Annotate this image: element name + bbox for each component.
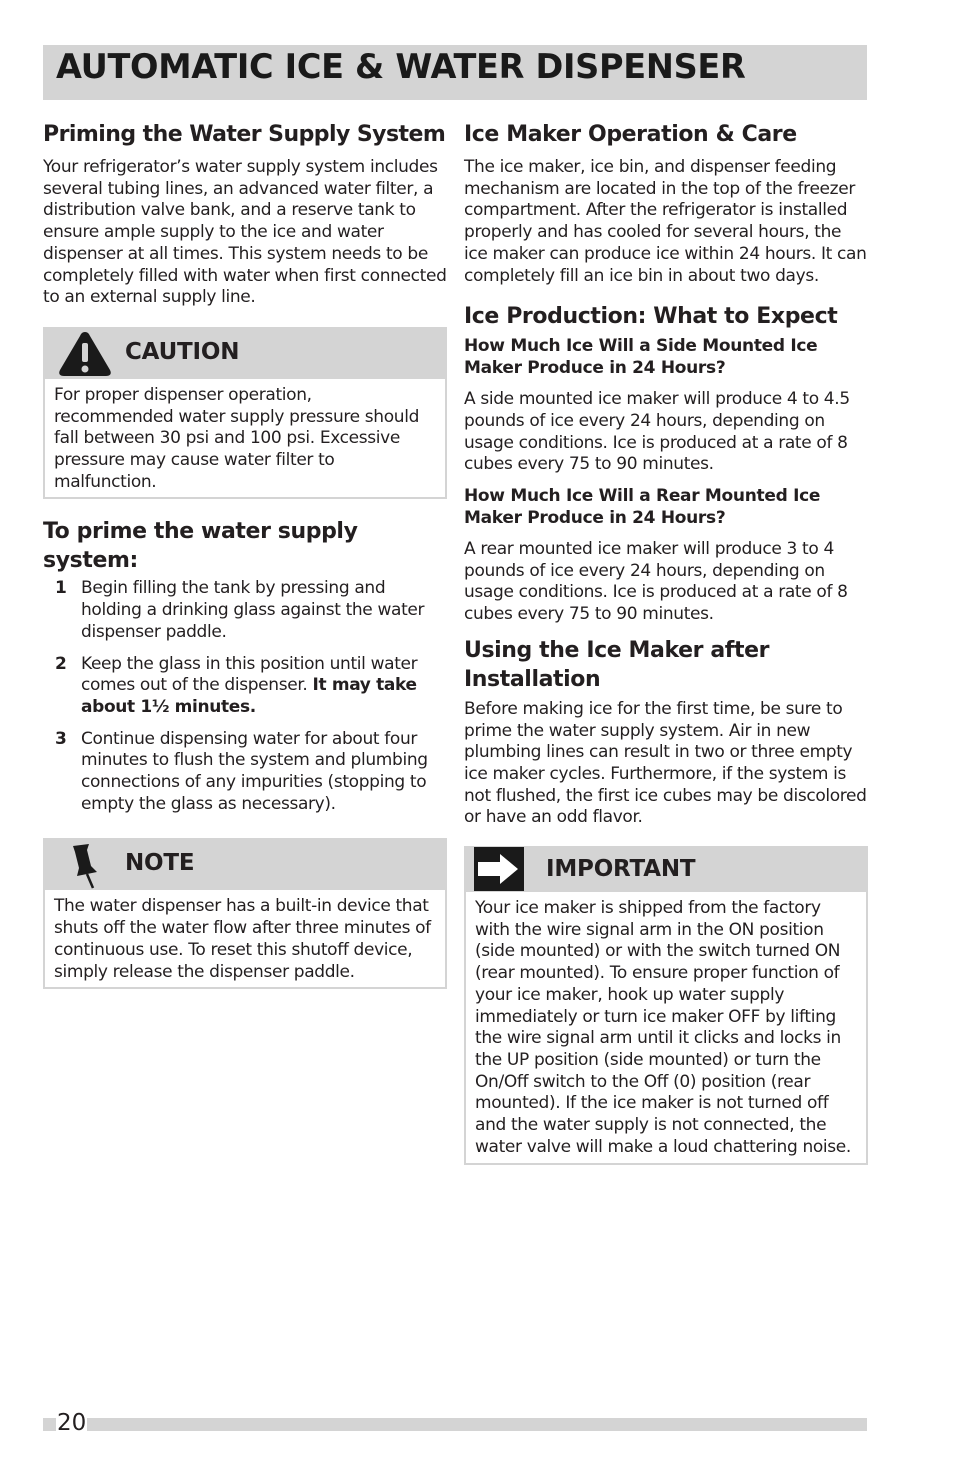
priming-heading: Priming the Water Supply System xyxy=(43,122,446,147)
list-item xyxy=(43,578,447,643)
operation-body: The ice maker, ice bin, and dispenser feeding mechanism are located in the top of the freezer compartment. After the refrigerator is installed properly and has cooled for several hours, the ice maker can produce ice within 24 hours. It can completely fill an ice bin in about two days. xyxy=(464,157,867,286)
warning-triangle-icon xyxy=(57,330,113,378)
important-box xyxy=(464,846,868,1164)
page-title: AUTOMATIC ICE & WATER DISPENSER xyxy=(56,47,746,86)
list-item xyxy=(43,729,447,816)
caution-box xyxy=(43,327,447,500)
important-label: IMPORTANT xyxy=(546,856,696,883)
note-body: The water dispenser has a built-in device that shuts off the water flow after three minutes of continuous use. To reset this shutoff device, simply release the dispenser paddle. xyxy=(54,896,431,982)
side-mounted-question: How Much Ice Will a Side Mounted Ice Maker Produce in 24 Hours? xyxy=(464,336,818,379)
caution-header xyxy=(45,327,445,379)
after-install-heading: Using the Ice Maker after Installation xyxy=(464,637,770,692)
rear-mounted-question: How Much Ice Will a Rear Mounted Ice Maker Produce in 24 Hours? xyxy=(464,486,821,529)
step-bold-text: It may take about 1½ minutes. xyxy=(81,675,417,717)
note-header xyxy=(45,838,445,890)
title-bar xyxy=(43,45,867,100)
step-number: 3 xyxy=(55,728,67,749)
step-text: Continue dispensing water for about four minutes to flush the system and plumbing connections of any impurities (stopping to empty the glass as necessary). xyxy=(81,728,428,814)
rear-mounted-answer: A rear mounted ice maker will produce 3 to 4 pounds of ice every 24 hours, depending on usage conditions. Ice is produced at a rate of 8 cubes every 75 to 90 minutes. xyxy=(464,539,848,625)
side-mounted-answer: A side mounted ice maker will produce 4 to 4.5 pounds of ice every 24 hours, depending on usage conditions. Ice is produced at a rate of 8 cubes every 75 to 90 minutes. xyxy=(464,389,850,475)
step-number: 2 xyxy=(55,653,67,674)
prime-steps-list xyxy=(43,578,447,815)
caution-label: CAUTION xyxy=(125,338,240,365)
caution-body: For proper dispenser operation, recommended water supply pressure should fall between 30 psi and 100 psi. Excessive pressure may cause water filter to malfunction. xyxy=(54,384,420,492)
step-text: Keep the glass in this position until water comes out of the dispenser. xyxy=(81,653,418,696)
step-number: 1 xyxy=(55,578,67,599)
priming-body: Your refrigerator’s water supply system includes several tubing lines, an advanced water filter, a distribution valve bank, and a reserve tank to ensure ample supply to the ice and water dispenser at all times. This system needs to be completely filled with water when first connected to an external supply line. xyxy=(43,157,447,308)
important-header xyxy=(466,846,866,892)
after-install-body: Before making ice for the first time, be sure to prime the water supply system. Air in new plumbing lines can result in two or three empty ice maker cycles. Furthermore, if the system is not flushed, the first ice cubes may be discolored or have an odd flavor. xyxy=(464,698,867,828)
page-number: 20 xyxy=(57,1410,87,1436)
step-text: Begin filling the tank by pressing and holding a drinking glass against the water dispenser paddle. xyxy=(81,578,425,642)
left-column xyxy=(43,120,447,989)
list-item xyxy=(43,654,447,719)
arrow-right-icon xyxy=(474,847,524,891)
footer-bar xyxy=(43,1418,867,1431)
prime-steps-heading: To prime the water supply system: xyxy=(43,519,358,574)
operation-heading: Ice Maker Operation & Care xyxy=(464,122,797,147)
note-box xyxy=(43,838,447,989)
pushpin-icon xyxy=(67,842,107,890)
production-heading: Ice Production: What to Expect xyxy=(464,304,838,330)
note-label: NOTE xyxy=(125,850,195,877)
important-body: Your ice maker is shipped from the factory with the wire signal arm in the ON position (side mounted) or with the switch turned ON (rear mounted). To ensure proper function of your ice maker, hook up water supply immediately or turn ice maker OFF by lifting the wire signal arm until it clicks and locks in the UP position (side mounted) or turn the On/Off switch to the Off (0) position (rear mounted). If the ice maker is not turned off and the water supply is not connected, the water valve will make a loud chattering noise. xyxy=(475,898,851,1157)
right-column xyxy=(464,120,868,1165)
